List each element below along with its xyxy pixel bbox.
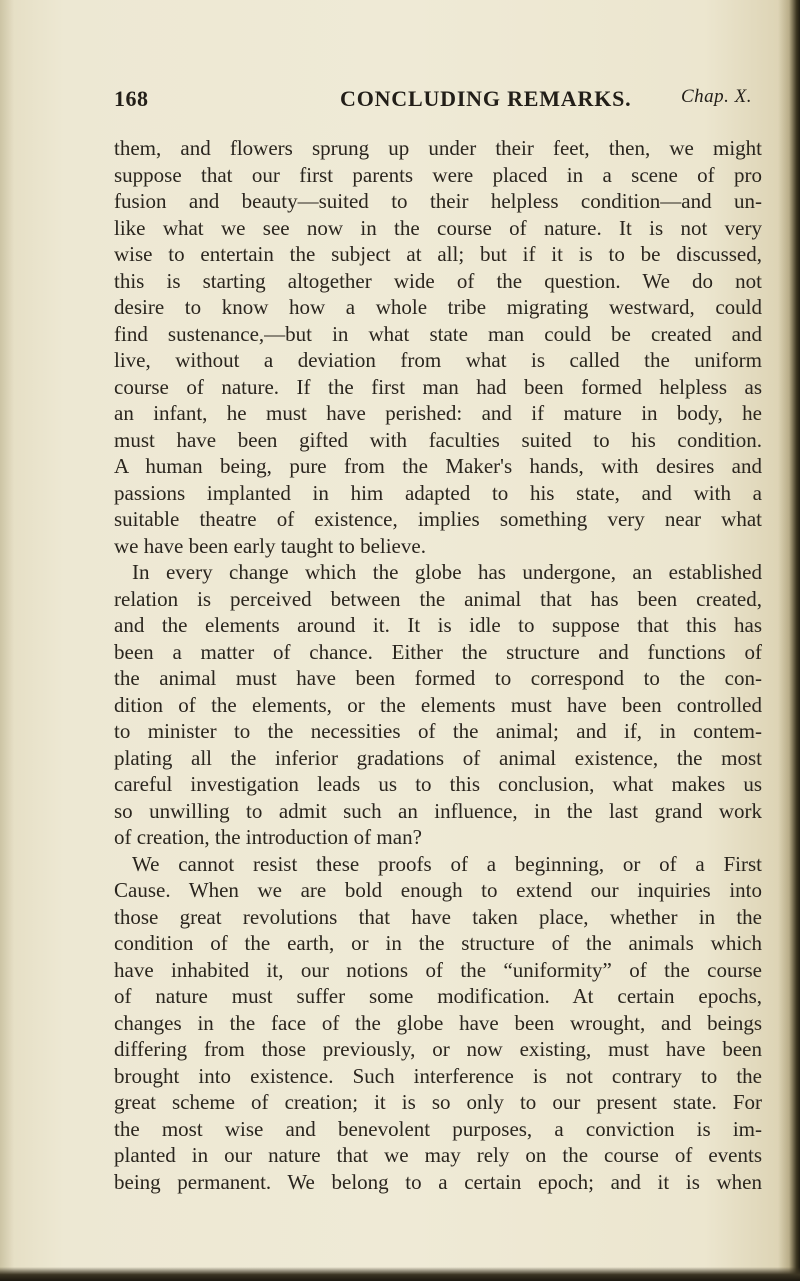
page-bottom-edge	[0, 1267, 800, 1281]
text-line: suitable theatre of existence, implies something very near what	[114, 507, 762, 531]
text-line: an infant, he must have perished: and if mature in body, he	[114, 401, 762, 425]
text-line: of creation, the introduction of man?	[114, 825, 422, 849]
text-line: desire to know how a whole tribe migrating westward, could	[114, 295, 762, 319]
page-edge-shadow	[778, 0, 800, 1281]
text-line: brought into existence. Such interference is not contrary to the	[114, 1063, 762, 1088]
text-line: been a matter of chance. Either the structure and functions of	[114, 639, 762, 664]
text-line: suppose that our first parents were placed in a scene of pro	[114, 162, 762, 187]
body-text	[114, 135, 762, 1195]
text-line: of nature must suffer some modification. At certain epochs,	[114, 984, 762, 1008]
text-line: planted in our nature that we may rely on the course of events	[114, 1143, 762, 1167]
page-number: 168	[114, 86, 149, 111]
text-line: the animal must have been formed to correspond to the con-	[114, 666, 762, 690]
text-line: passions implanted in him adapted to his state, and with a	[114, 480, 762, 505]
text-line: find sustenance,—but in what state man could be created and	[114, 321, 762, 346]
chapter-label: Chap. X.	[680, 86, 752, 107]
text-line: Cause. When we are bold enough to extend our inquiries into	[114, 878, 762, 902]
text-line: careful investigation leads us to this conclusion, what makes us	[114, 772, 762, 796]
text-line: the most wise and benevolent purposes, a conviction is im-	[114, 1116, 762, 1141]
running-title: CONCLUDING REMARKS.	[340, 86, 632, 111]
text-line: wise to entertain the subject at all; but if it is to be discussed,	[114, 242, 762, 266]
text-line: plating all the inferior gradations of animal existence, the most	[114, 745, 762, 770]
text-line: fusion and beauty—suited to their helpless condition—and un-	[114, 189, 762, 213]
text-line: dition of the elements, or the elements must have been controlled	[114, 692, 762, 717]
text-line: this is starting altogether wide of the question. We do not	[114, 268, 762, 293]
text-line: those great revolutions that have taken place, whether in the	[114, 904, 762, 929]
text-line: so unwilling to admit such an influence, in the last grand work	[114, 798, 762, 823]
text-line: differing from those previously, or now existing, must have been	[114, 1037, 762, 1061]
text-line: must have been gifted with faculties suited to his condition.	[114, 427, 762, 452]
running-header	[114, 86, 760, 116]
text-line: being permanent. We belong to a certain epoch; and it is when	[114, 1169, 762, 1194]
text-line: A human being, pure from the Maker's hands, with desires and	[114, 454, 762, 478]
text-line: live, without a deviation from what is called the uniform	[114, 348, 762, 372]
text-line: course of nature. If the first man had been formed helpless as	[114, 374, 762, 399]
text-line: In every change which the globe has undergone, an established	[132, 560, 762, 584]
text-line: them, and flowers sprung up under their feet, then, we might	[114, 136, 762, 160]
text-line: have inhabited it, our notions of the “uniformity” of the course	[114, 957, 762, 982]
text-line: we have been early taught to believe.	[114, 533, 426, 558]
text-line: great scheme of creation; it is so only to our present state. For	[114, 1090, 762, 1114]
text-line: changes in the face of the globe have been wrought, and beings	[114, 1010, 762, 1035]
page-gutter-shadow	[0, 0, 14, 1281]
text-line: like what we see now in the course of nature. It is not very	[114, 215, 762, 240]
text-line: and the elements around it. It is idle to suppose that this has	[114, 613, 762, 637]
text-line: condition of the earth, or in the structure of the animals which	[114, 931, 762, 955]
text-line: to minister to the necessities of the animal; and if, in contem-	[114, 719, 762, 743]
text-line: We cannot resist these proofs of a beginning, or of a First	[132, 851, 762, 876]
text-line: relation is perceived between the animal that has been created,	[114, 586, 762, 611]
